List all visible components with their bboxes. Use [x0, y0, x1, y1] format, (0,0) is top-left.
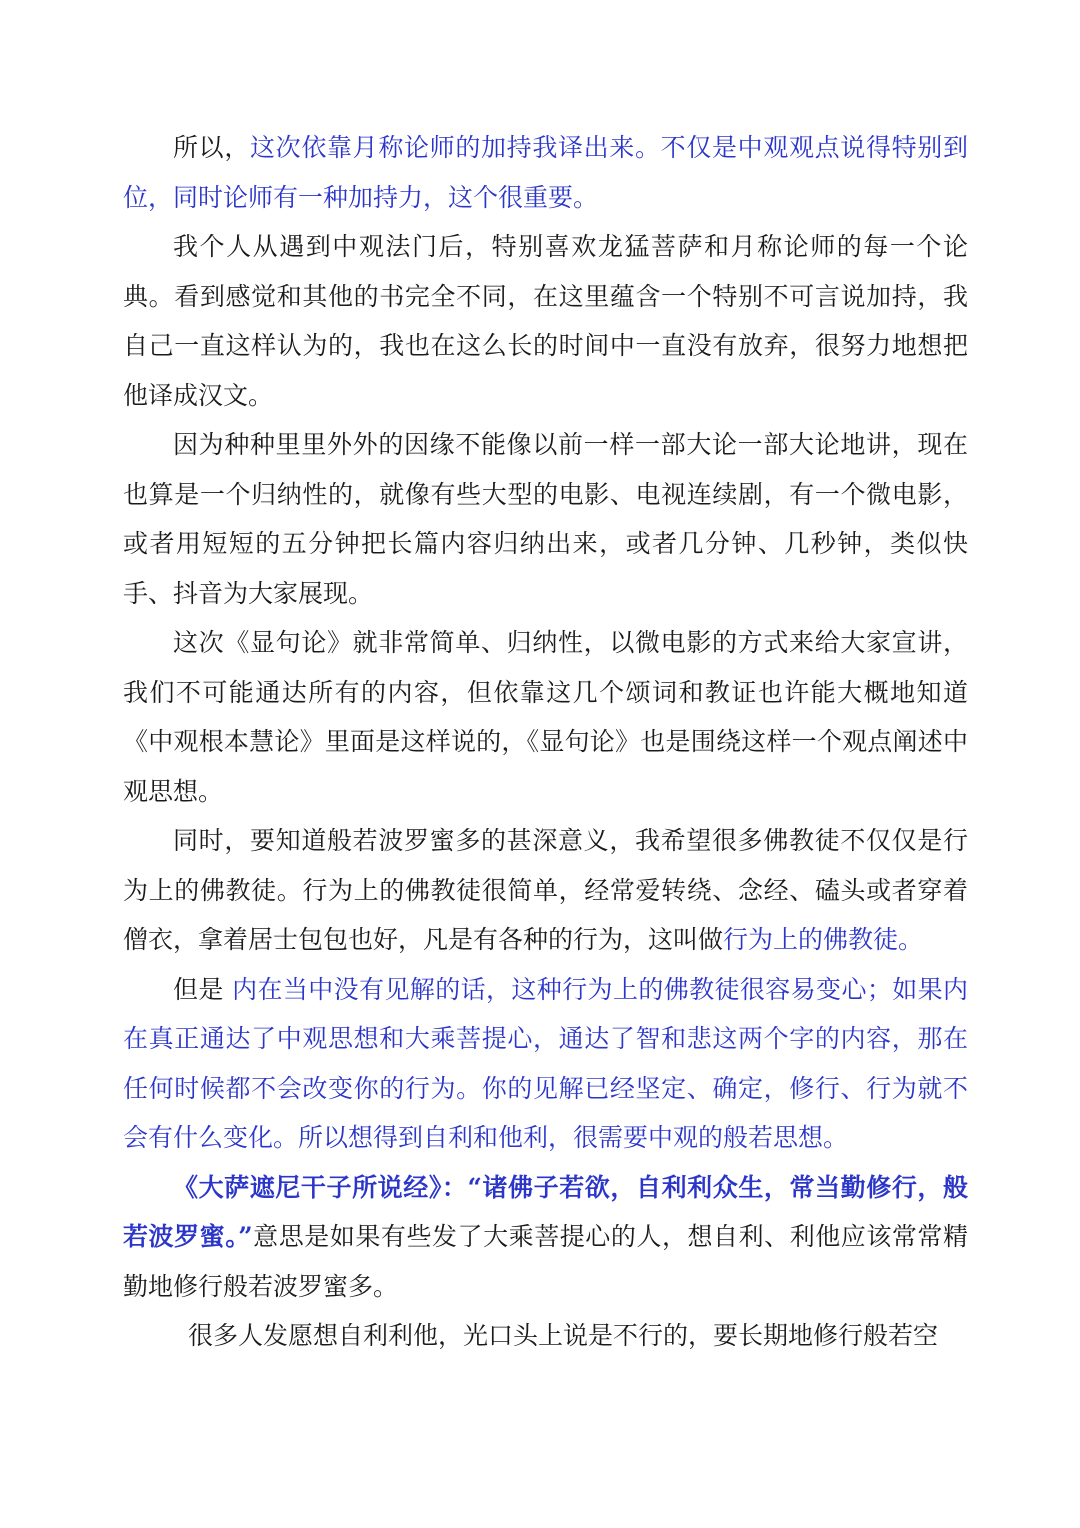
- paragraph-8: [123, 1311, 968, 1361]
- paragraph-3: [123, 420, 968, 618]
- paragraph-text: 同时，要知道般若波罗蜜多的甚深意义，我希望很多佛教徒不仅仅是行为上的佛教徒。行为上的佛教徒很简单，经常爱转绕、念经、磕头或者穿着僧衣，拿着居士包包也好，凡是有各种的行为，这叫做: [123, 826, 968, 954]
- highlighted-text: 这次依靠月称论师的加持我译出来。不仅是中观观点说得特别到位，同时论师有一种加持力，这个很重要。: [123, 133, 968, 212]
- paragraph-text: 我个人从遇到中观法门后，特别喜欢龙猛菩萨和月称论师的每一个论典。看到感觉和其他的书完全不同，在这里蕴含一个特别不可言说加持，我自己一直这样认为的，我也在这么长的时间中一直没有放弃，很努力地想把他译成汉文。: [123, 232, 968, 410]
- highlighted-text: 行为上的佛教徒。: [723, 925, 924, 954]
- document-page: [123, 123, 968, 1361]
- paragraph-6: [123, 965, 968, 1163]
- paragraph-text: 很多人发愿想自利利他，光口头上说是不行的，要长期地修行般若空: [188, 1321, 939, 1350]
- paragraph-text: 所以，: [173, 133, 250, 162]
- paragraph-1: [123, 123, 968, 222]
- scripture-quote: 《大萨遮尼干子所说经》：“诸佛子若欲，自利利众生，常当勤修行，般若波罗蜜。”: [123, 1172, 968, 1251]
- paragraph-text: 但是: [173, 974, 233, 1004]
- paragraph-4: [123, 618, 968, 816]
- highlighted-text: 内在当中没有见解的话，这种行为上的佛教徒很容易变心；如果内在真正通达了中观思想和大乘菩提心，通达了智和悲这两个字的内容，那在任何时候都不会改变你的行为。你的见解已经坚定、确定，修行、行为就不会有什么变化。所以想得到自利和他利，很需要中观的般若思想。: [123, 974, 968, 1152]
- paragraph-2: [123, 222, 968, 420]
- paragraph-text: 这次《显句论》就非常简单、归纳性，以微电影的方式来给大家宣讲，我们不可能通达所有的内容，但依靠这几个颂词和教证也许能大概地知道《中观根本慧论》里面是这样说的，《显句论》也是围绕这样一个观点阐述中观思想。: [123, 628, 968, 806]
- paragraph-5: [123, 816, 968, 965]
- paragraph-text: 意思是如果有些发了大乘菩提心的人，想自利、利他应该常常精勤地修行般若波罗蜜多。: [123, 1222, 968, 1301]
- paragraph-text: 因为种种里里外外的因缘不能像以前一样一部大论一部大论地讲，现在也算是一个归纳性的，就像有些大型的电影、电视连续剧，有一个微电影，或者用短短的五分钟把长篇内容归纳出来，或者几分钟、几秒钟，类似快手、抖音为大家展现。: [123, 430, 968, 608]
- paragraph-7: [123, 1163, 968, 1312]
